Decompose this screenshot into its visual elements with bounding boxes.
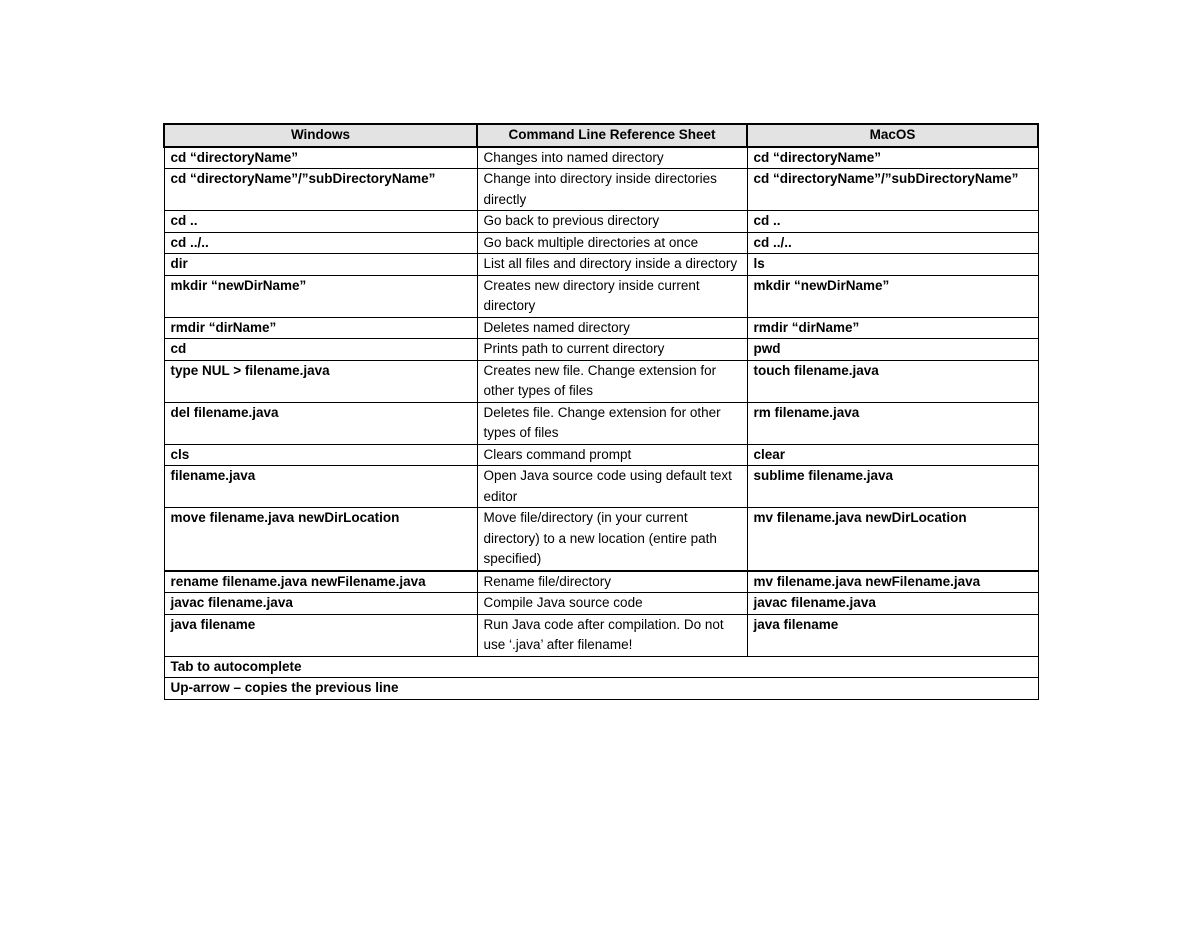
command-description: Open Java source code using default text editor: [477, 466, 747, 508]
command-description: List all files and directory inside a directory: [477, 254, 747, 276]
macos-command: java filename: [747, 614, 1038, 656]
header-windows: Windows: [164, 124, 477, 147]
windows-command: dir: [164, 254, 477, 276]
macos-command: cd ../..: [747, 232, 1038, 254]
windows-command: cd: [164, 339, 477, 361]
macos-command: pwd: [747, 339, 1038, 361]
windows-command: cd “directoryName”/”subDirectoryName”: [164, 169, 477, 211]
table-row: [164, 254, 1038, 276]
header-macos: MacOS: [747, 124, 1038, 147]
table-row: [164, 317, 1038, 339]
command-description: Changes into named directory: [477, 147, 747, 169]
command-description: Move file/directory (in your current directory) to a new location (entire path specified): [477, 508, 747, 571]
tip-autocomplete: Tab to autocomplete: [164, 656, 1038, 678]
command-description: Go back multiple directories at once: [477, 232, 747, 254]
table-row: [164, 147, 1038, 169]
note-row: [164, 678, 1038, 700]
command-description: Creates new file. Change extension for other types of files: [477, 360, 747, 402]
table-row: [164, 508, 1038, 571]
command-description: Go back to previous directory: [477, 211, 747, 233]
table-row: [164, 232, 1038, 254]
macos-command: clear: [747, 444, 1038, 466]
command-reference-table: [163, 123, 1039, 700]
table-row: [164, 571, 1038, 593]
command-description: Compile Java source code: [477, 593, 747, 615]
macos-command: mv filename.java newDirLocation: [747, 508, 1038, 571]
command-description: Run Java code after compilation. Do not use ‘.java’ after filename!: [477, 614, 747, 656]
macos-command: rmdir “dirName”: [747, 317, 1038, 339]
macos-command: ls: [747, 254, 1038, 276]
macos-command: cd “directoryName”/”subDirectoryName”: [747, 169, 1038, 211]
windows-command: javac filename.java: [164, 593, 477, 615]
command-description: Rename file/directory: [477, 571, 747, 593]
table-row: [164, 169, 1038, 211]
windows-command: del filename.java: [164, 402, 477, 444]
windows-command: cd ..: [164, 211, 477, 233]
macos-command: cd ..: [747, 211, 1038, 233]
table-row: [164, 339, 1038, 361]
macos-command: javac filename.java: [747, 593, 1038, 615]
command-description: Prints path to current directory: [477, 339, 747, 361]
table-row: [164, 466, 1038, 508]
table-row: [164, 444, 1038, 466]
table-row: [164, 360, 1038, 402]
windows-command: cd “directoryName”: [164, 147, 477, 169]
table-header-row: [164, 124, 1038, 147]
macos-command: mkdir “newDirName”: [747, 275, 1038, 317]
command-description: Deletes named directory: [477, 317, 747, 339]
command-description: Creates new directory inside current directory: [477, 275, 747, 317]
table-row: [164, 614, 1038, 656]
note-row: [164, 656, 1038, 678]
windows-command: rmdir “dirName”: [164, 317, 477, 339]
macos-command: sublime filename.java: [747, 466, 1038, 508]
windows-command: filename.java: [164, 466, 477, 508]
macos-command: cd “directoryName”: [747, 147, 1038, 169]
windows-command: rename filename.java newFilename.java: [164, 571, 477, 593]
command-description: Clears command prompt: [477, 444, 747, 466]
table-row: [164, 593, 1038, 615]
tip-up-arrow: Up-arrow – copies the previous line: [164, 678, 1038, 700]
windows-command: move filename.java newDirLocation: [164, 508, 477, 571]
windows-command: type NUL > filename.java: [164, 360, 477, 402]
windows-command: cd ../..: [164, 232, 477, 254]
table-row: [164, 402, 1038, 444]
macos-command: rm filename.java: [747, 402, 1038, 444]
reference-sheet: [163, 123, 1037, 700]
windows-command: cls: [164, 444, 477, 466]
command-description: Deletes file. Change extension for other types of files: [477, 402, 747, 444]
windows-command: mkdir “newDirName”: [164, 275, 477, 317]
windows-command: java filename: [164, 614, 477, 656]
command-description: Change into directory inside directories directly: [477, 169, 747, 211]
table-row: [164, 275, 1038, 317]
macos-command: mv filename.java newFilename.java: [747, 571, 1038, 593]
table-row: [164, 211, 1038, 233]
macos-command: touch filename.java: [747, 360, 1038, 402]
header-description: Command Line Reference Sheet: [477, 124, 747, 147]
